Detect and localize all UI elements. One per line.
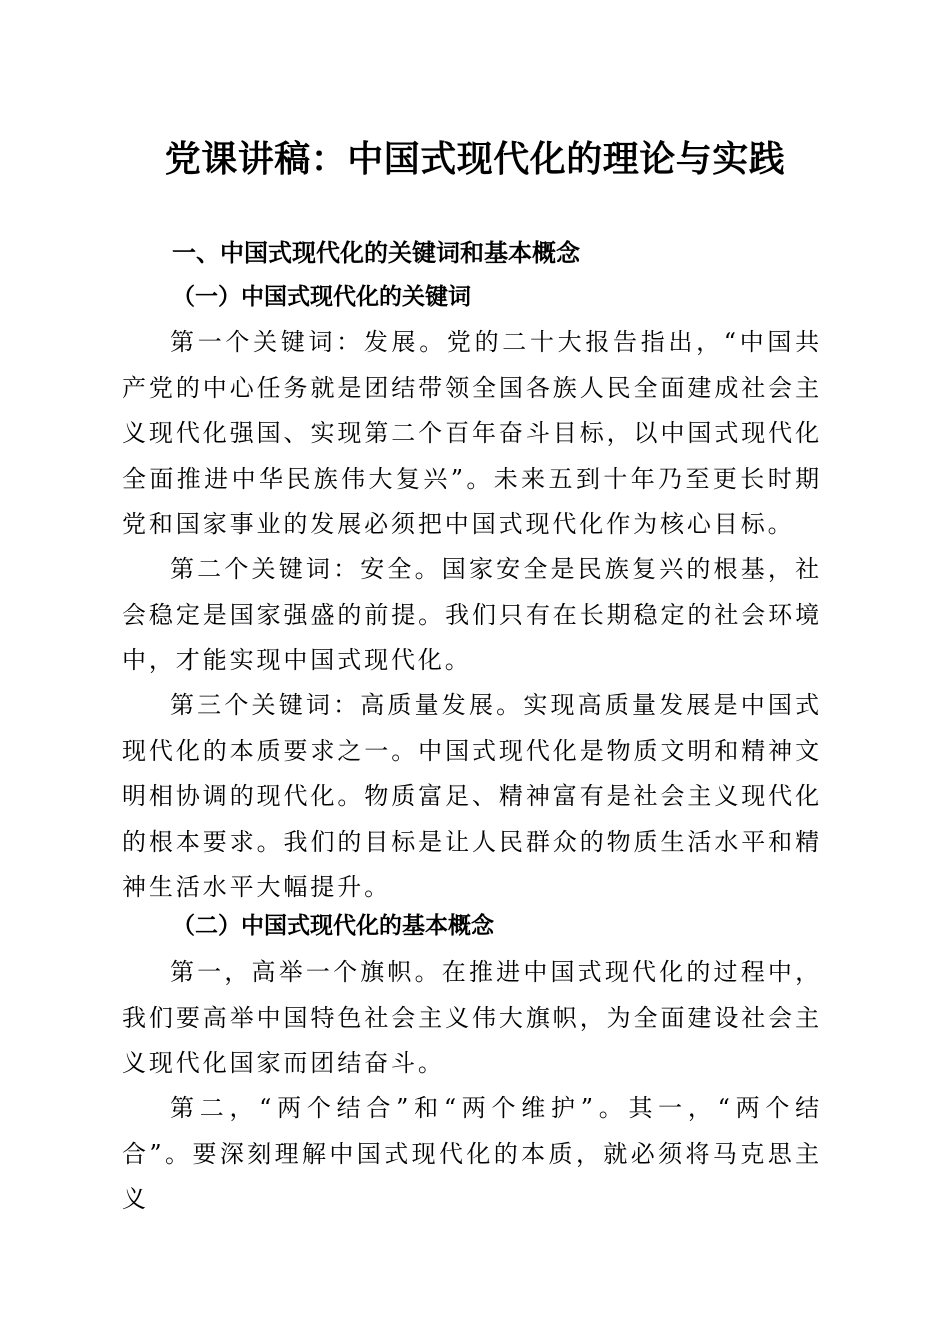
paragraph-concept-banner	[122, 950, 822, 1087]
document-title: 党课讲稿：中国式现代化的理论与实践	[164, 138, 786, 180]
section-heading-1: 一、中国式现代化的关键词和基本概念	[172, 239, 580, 267]
paragraph-body: 其一，“两个结合”。要深刻理解中国式现代化的本质，就必须将马克思主义	[122, 1094, 822, 1213]
paragraph-keyword-security	[122, 547, 822, 684]
paragraph-lead: 第一个关键词：发展。	[170, 328, 447, 356]
paragraph-body: 实现高质量发展是中国式现代化的本质要求之一。中国式现代化是物质文明和精神文明相协调的现代化。物质富足、精神富有是社会主义现代化的根本要求。我们的目标是让人民群众的物质生活水平和精神生活水平大幅提升。	[122, 691, 822, 901]
paragraph-keyword-quality-development	[122, 683, 822, 911]
paragraph-lead: 第三个关键词：高质量发展。	[170, 691, 524, 719]
paragraph-body: 在推进中国式现代化的过程中，我们要高举中国特色社会主义伟大旗帜，为全面建设社会主义现代化国家而团结奋斗。	[122, 958, 822, 1077]
paragraph-lead: 第二，“两个结合”和“两个维护”。	[170, 1094, 629, 1122]
subsection-heading-1: （一）中国式现代化的关键词	[172, 283, 471, 310]
paragraph-body: 党的二十大报告指出，“中国共产党的中心任务就是团结带领全国各族人民全面建成社会主义现代化强国、实现第二个百年奋斗目标，以中国式现代化全面推进中华民族伟大复兴”。未来五到十年乃至更长时期党和国家事业的发展必须把中国式现代化作为核心目标。	[122, 328, 823, 538]
paragraph-keyword-development	[122, 320, 822, 548]
paragraph-lead: 第二个关键词：安全。	[170, 555, 442, 583]
subsection-heading-2: （二）中国式现代化的基本概念	[172, 912, 494, 939]
paragraph-concept-two-combinations	[122, 1086, 822, 1223]
paragraph-body: 国家安全是民族复兴的根基，社会稳定是国家强盛的前提。我们只有在长期稳定的社会环境中，才能实现中国式现代化。	[122, 555, 822, 674]
paragraph-lead: 第一，高举一个旗帜。	[170, 958, 442, 986]
